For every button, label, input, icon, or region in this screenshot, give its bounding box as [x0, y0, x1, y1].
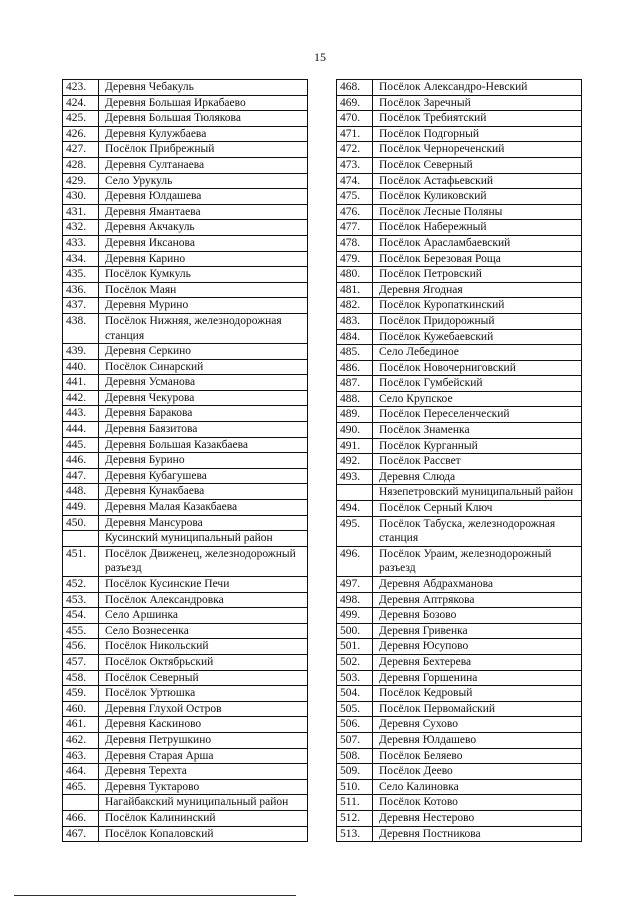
table-row	[63, 577, 308, 593]
row-number: 430.	[63, 189, 99, 205]
table-row	[337, 546, 582, 576]
row-number: 473.	[337, 157, 373, 173]
row-number: 466.	[63, 810, 99, 826]
table-row	[337, 795, 582, 811]
settlement-name: Посёлок Лесные Поляны	[373, 204, 582, 220]
row-number: 474.	[337, 173, 373, 189]
table-row	[337, 313, 582, 329]
table-row	[337, 454, 582, 470]
table-row	[63, 779, 308, 795]
settlement-name: Посёлок Кусинские Печи	[99, 577, 308, 593]
row-number: 506.	[337, 717, 373, 733]
row-number: 495.	[337, 516, 373, 546]
settlement-name: Деревня Большая Казакбаева	[99, 437, 308, 453]
settlement-name: Деревня Баракова	[99, 406, 308, 422]
settlement-name: Деревня Мурино	[99, 298, 308, 314]
settlement-name: Деревня Юлдашева	[99, 189, 308, 205]
settlement-name: Деревня Слюда	[373, 469, 582, 485]
settlement-name: Деревня Нестерово	[373, 810, 582, 826]
row-number: 497.	[337, 577, 373, 593]
row-number: 455.	[63, 623, 99, 639]
row-number: 452.	[63, 577, 99, 593]
settlement-name: Деревня Аптрякова	[373, 592, 582, 608]
table-row	[63, 453, 308, 469]
table-body-right	[337, 80, 582, 842]
row-number: 486.	[337, 360, 373, 376]
settlement-name: Посёлок Первомайский	[373, 701, 582, 717]
table-row	[337, 592, 582, 608]
row-number: 462.	[63, 732, 99, 748]
district-name: Кусинский муниципальный район	[99, 531, 308, 547]
settlement-name: Посёлок Чернореченский	[373, 142, 582, 158]
row-number: 478.	[337, 235, 373, 251]
table-row	[337, 220, 582, 236]
settlement-name: Деревня Петрушкино	[99, 732, 308, 748]
table-row	[337, 407, 582, 423]
settlement-name: Посёлок Куропаткинский	[373, 298, 582, 314]
row-number: 477.	[337, 220, 373, 236]
row-number: 424.	[63, 95, 99, 111]
table-row	[63, 515, 308, 531]
settlement-name: Деревня Юлдашево	[373, 732, 582, 748]
table-row	[63, 654, 308, 670]
table-row	[337, 329, 582, 345]
settlement-name: Посёлок Северный	[373, 157, 582, 173]
row-number: 489.	[337, 407, 373, 423]
settlement-name: Посёлок Переселенческий	[373, 407, 582, 423]
row-number: 472.	[337, 142, 373, 158]
table-row	[63, 623, 308, 639]
settlement-name: Посёлок Беляево	[373, 748, 582, 764]
row-number: 454.	[63, 608, 99, 624]
table-row	[63, 748, 308, 764]
district-heading-row	[63, 795, 308, 811]
row-number: 470.	[337, 111, 373, 127]
table-row	[337, 639, 582, 655]
settlement-name: Деревня Акчакуль	[99, 220, 308, 236]
settlement-name: Посёлок Петровский	[373, 267, 582, 283]
row-number: 480.	[337, 267, 373, 283]
settlement-name: Посёлок Никольский	[99, 639, 308, 655]
row-number: 429.	[63, 173, 99, 189]
row-number: 447.	[63, 468, 99, 484]
settlement-name: Деревня Большая Тюлякова	[99, 111, 308, 127]
settlement-name: Посёлок Северный	[99, 670, 308, 686]
row-number: 443.	[63, 406, 99, 422]
table-row	[63, 437, 308, 453]
row-number: 490.	[337, 423, 373, 439]
table-row	[337, 126, 582, 142]
table-row	[337, 157, 582, 173]
row-number: 502.	[337, 654, 373, 670]
table-row	[337, 267, 582, 283]
row-number: 435.	[63, 267, 99, 283]
row-number: 493.	[337, 469, 373, 485]
table-row	[337, 469, 582, 485]
district-name: Нязепетровский муниципальный район	[373, 485, 582, 501]
table-row	[337, 142, 582, 158]
settlement-name: Посёлок Подгорный	[373, 126, 582, 142]
table-row	[337, 623, 582, 639]
table-row	[63, 204, 308, 220]
table-row	[63, 390, 308, 406]
settlement-name: Посёлок Уртюшка	[99, 686, 308, 702]
settlement-name: Село Крупское	[373, 391, 582, 407]
row-number: 444.	[63, 422, 99, 438]
settlement-name: Деревня Горшенина	[373, 670, 582, 686]
row-number: 509.	[337, 764, 373, 780]
settlement-name: Посёлок Новочерниговский	[373, 360, 582, 376]
district-name: Нагайбакский муниципальный район	[99, 795, 308, 811]
settlement-name: Посёлок Гумбейский	[373, 376, 582, 392]
table-row	[63, 717, 308, 733]
table-row	[63, 592, 308, 608]
row-number: 437.	[63, 298, 99, 314]
settlement-name: Посёлок Прибрежный	[99, 142, 308, 158]
settlement-name: Деревня Кулужбаева	[99, 126, 308, 142]
table-row	[337, 235, 582, 251]
settlement-name: Посёлок Знаменка	[373, 423, 582, 439]
settlement-name: Деревня Ягодная	[373, 282, 582, 298]
row-number: 481.	[337, 282, 373, 298]
settlement-name: Деревня Чебакуль	[99, 80, 308, 96]
settlement-name: Посёлок Арасламбаевский	[373, 235, 582, 251]
settlement-name: Посёлок Кумкуль	[99, 267, 308, 283]
table-row	[63, 639, 308, 655]
row-number: 498.	[337, 592, 373, 608]
settlement-name: Посёлок Березовая Роща	[373, 251, 582, 267]
table-row	[337, 360, 582, 376]
table-row	[337, 80, 582, 96]
row-number: 483.	[337, 313, 373, 329]
row-number: 487.	[337, 376, 373, 392]
row-number: 459.	[63, 686, 99, 702]
settlement-name: Деревня Малая Казакбаева	[99, 500, 308, 516]
row-number: 456.	[63, 639, 99, 655]
settlement-name: Посёлок Придорожный	[373, 313, 582, 329]
settlement-name: Посёлок Александро-Невский	[373, 80, 582, 96]
row-number: 464.	[63, 764, 99, 780]
settlements-table-right	[336, 79, 582, 842]
row-number: 439.	[63, 344, 99, 360]
table-row	[337, 95, 582, 111]
table-row	[337, 732, 582, 748]
settlement-name: Деревня Султанаева	[99, 157, 308, 173]
settlement-name: Село Лебединое	[373, 345, 582, 361]
settlement-name: Деревня Мансурова	[99, 515, 308, 531]
table-row	[337, 423, 582, 439]
row-number: 482.	[337, 298, 373, 314]
settlement-name: Посёлок Кужебаевский	[373, 329, 582, 345]
table-row	[63, 126, 308, 142]
settlement-name: Посёлок Рассвет	[373, 454, 582, 470]
settlement-name: Посёлок Александровка	[99, 592, 308, 608]
settlement-name: Село Вознесенка	[99, 623, 308, 639]
table-row	[63, 764, 308, 780]
settlement-name: Посёлок Октябрьский	[99, 654, 308, 670]
settlement-name: Деревня Иксанова	[99, 235, 308, 251]
table-row	[337, 516, 582, 546]
settlement-name: Посёлок Движенец, железнодорожный разъезд	[99, 546, 308, 576]
settlement-name: Деревня Усманова	[99, 375, 308, 391]
row-number: 512.	[337, 810, 373, 826]
settlement-name: Село Аршинка	[99, 608, 308, 624]
row-number: 484.	[337, 329, 373, 345]
row-number	[337, 485, 373, 501]
settlement-name: Деревня Бозово	[373, 608, 582, 624]
table-row	[337, 501, 582, 517]
table-row	[63, 546, 308, 576]
table-row	[337, 810, 582, 826]
table-row	[63, 235, 308, 251]
table-row	[63, 670, 308, 686]
row-number: 441.	[63, 375, 99, 391]
settlement-name: Посёлок Котово	[373, 795, 582, 811]
row-number: 446.	[63, 453, 99, 469]
table-row	[63, 484, 308, 500]
settlement-name: Деревня Абдрахманова	[373, 577, 582, 593]
row-number: 491.	[337, 438, 373, 454]
settlement-name: Посёлок Ураим, железнодорожный разъезд	[373, 546, 582, 576]
footnote-divider	[14, 895, 296, 896]
settlement-name: Деревня Гривенка	[373, 623, 582, 639]
table-row	[337, 111, 582, 127]
settlement-name: Деревня Карино	[99, 251, 308, 267]
table-row	[63, 298, 308, 314]
table-row	[63, 810, 308, 826]
row-number: 432.	[63, 220, 99, 236]
page-number: 15	[314, 50, 326, 64]
table-row	[63, 111, 308, 127]
settlement-name: Деревня Бурино	[99, 453, 308, 469]
table-row	[337, 670, 582, 686]
table-row	[337, 204, 582, 220]
row-number: 433.	[63, 235, 99, 251]
table-row	[63, 375, 308, 391]
settlement-name: Деревня Серкино	[99, 344, 308, 360]
row-number: 475.	[337, 189, 373, 205]
row-number: 507.	[337, 732, 373, 748]
row-number: 426.	[63, 126, 99, 142]
table-row	[337, 189, 582, 205]
table-row	[337, 345, 582, 361]
table-row	[63, 142, 308, 158]
table-row	[63, 173, 308, 189]
table-row	[337, 717, 582, 733]
row-number: 450.	[63, 515, 99, 531]
settlement-name: Посёлок Синарский	[99, 359, 308, 375]
row-number: 500.	[337, 623, 373, 639]
row-number: 427.	[63, 142, 99, 158]
row-number: 467.	[63, 826, 99, 842]
row-number	[63, 531, 99, 547]
table-row	[337, 608, 582, 624]
row-number: 436.	[63, 282, 99, 298]
row-number: 449.	[63, 500, 99, 516]
settlement-name: Деревня Чекурова	[99, 390, 308, 406]
settlement-name: Посёлок Нижняя, железнодорожная станция	[99, 313, 308, 343]
district-heading-row	[63, 531, 308, 547]
row-number: 469.	[337, 95, 373, 111]
settlement-name: Деревня Большая Иркабаево	[99, 95, 308, 111]
table-row	[337, 376, 582, 392]
settlement-name: Посёлок Набережный	[373, 220, 582, 236]
table-row	[337, 173, 582, 189]
settlement-name: Посёлок Требиятский	[373, 111, 582, 127]
row-number: 485.	[337, 345, 373, 361]
row-number: 510.	[337, 779, 373, 795]
table-row	[337, 251, 582, 267]
row-number: 504.	[337, 686, 373, 702]
row-number: 492.	[337, 454, 373, 470]
row-number: 499.	[337, 608, 373, 624]
settlement-name: Посёлок Маян	[99, 282, 308, 298]
table-row	[337, 577, 582, 593]
settlement-name: Деревня Постникова	[373, 826, 582, 842]
row-number: 431.	[63, 204, 99, 220]
row-number: 488.	[337, 391, 373, 407]
row-number: 428.	[63, 157, 99, 173]
row-number: 460.	[63, 701, 99, 717]
table-row	[337, 654, 582, 670]
table-row	[63, 608, 308, 624]
row-number: 496.	[337, 546, 373, 576]
settlement-name: Деревня Кунакбаева	[99, 484, 308, 500]
table-row	[63, 732, 308, 748]
table-row	[63, 359, 308, 375]
row-number: 501.	[337, 639, 373, 655]
row-number: 458.	[63, 670, 99, 686]
settlement-name: Деревня Терехта	[99, 764, 308, 780]
table-row	[337, 764, 582, 780]
row-number: 479.	[337, 251, 373, 267]
table-row	[63, 220, 308, 236]
settlement-name: Посёлок Куликовский	[373, 189, 582, 205]
row-number: 425.	[63, 111, 99, 127]
table-row	[63, 95, 308, 111]
settlement-name: Деревня Туктарово	[99, 779, 308, 795]
row-number: 508.	[337, 748, 373, 764]
row-number: 434.	[63, 251, 99, 267]
settlement-name: Посёлок Деево	[373, 764, 582, 780]
settlement-name: Деревня Старая Арша	[99, 748, 308, 764]
row-number: 471.	[337, 126, 373, 142]
row-number: 505.	[337, 701, 373, 717]
settlement-name: Посёлок Серный Ключ	[373, 501, 582, 517]
row-number: 438.	[63, 313, 99, 343]
settlement-name: Деревня Юсупово	[373, 639, 582, 655]
table-row	[63, 189, 308, 205]
table-row	[337, 701, 582, 717]
row-number: 453.	[63, 592, 99, 608]
row-number: 423.	[63, 80, 99, 96]
table-row	[337, 298, 582, 314]
row-number: 440.	[63, 359, 99, 375]
settlement-name: Село Калиновка	[373, 779, 582, 795]
table-row	[63, 313, 308, 343]
settlement-name: Посёлок Курганный	[373, 438, 582, 454]
table-row	[337, 779, 582, 795]
district-heading-row	[337, 485, 582, 501]
settlement-name: Посёлок Калининский	[99, 810, 308, 826]
table-row	[337, 826, 582, 842]
table-row	[63, 500, 308, 516]
row-number: 476.	[337, 204, 373, 220]
table-row	[63, 826, 308, 842]
table-row	[63, 468, 308, 484]
table-row	[63, 267, 308, 283]
row-number: 511.	[337, 795, 373, 811]
table-row	[337, 282, 582, 298]
table-row	[63, 80, 308, 96]
row-number: 442.	[63, 390, 99, 406]
table-row	[63, 701, 308, 717]
row-number: 513.	[337, 826, 373, 842]
settlement-name: Деревня Бехтерева	[373, 654, 582, 670]
row-number: 448.	[63, 484, 99, 500]
row-number: 494.	[337, 501, 373, 517]
settlement-name: Деревня Баязитова	[99, 422, 308, 438]
settlement-name: Деревня Каскиново	[99, 717, 308, 733]
settlement-name: Деревня Ямантаева	[99, 204, 308, 220]
row-number: 503.	[337, 670, 373, 686]
row-number	[63, 795, 99, 811]
table-row	[63, 686, 308, 702]
table-row	[63, 406, 308, 422]
settlement-name: Посёлок Кедровый	[373, 686, 582, 702]
settlements-table-left	[62, 79, 308, 842]
row-number: 445.	[63, 437, 99, 453]
settlement-name: Деревня Глухой Остров	[99, 701, 308, 717]
table-row	[63, 282, 308, 298]
row-number: 451.	[63, 546, 99, 576]
settlement-name: Посёлок Копаловский	[99, 826, 308, 842]
settlement-name: Село Урукуль	[99, 173, 308, 189]
table-row	[63, 344, 308, 360]
row-number: 468.	[337, 80, 373, 96]
table-row	[337, 748, 582, 764]
row-number: 461.	[63, 717, 99, 733]
table-row	[337, 391, 582, 407]
settlement-name: Посёлок Табуска, железнодорожная станция	[373, 516, 582, 546]
settlement-name: Посёлок Заречный	[373, 95, 582, 111]
row-number: 463.	[63, 748, 99, 764]
settlement-name: Деревня Сухово	[373, 717, 582, 733]
table-row	[337, 438, 582, 454]
table-row	[63, 422, 308, 438]
row-number: 465.	[63, 779, 99, 795]
table-row	[63, 251, 308, 267]
table-body-left	[63, 80, 308, 842]
settlement-name: Деревня Кубагушева	[99, 468, 308, 484]
table-row	[63, 157, 308, 173]
settlement-name: Посёлок Астафьевский	[373, 173, 582, 189]
table-row	[337, 686, 582, 702]
row-number: 457.	[63, 654, 99, 670]
